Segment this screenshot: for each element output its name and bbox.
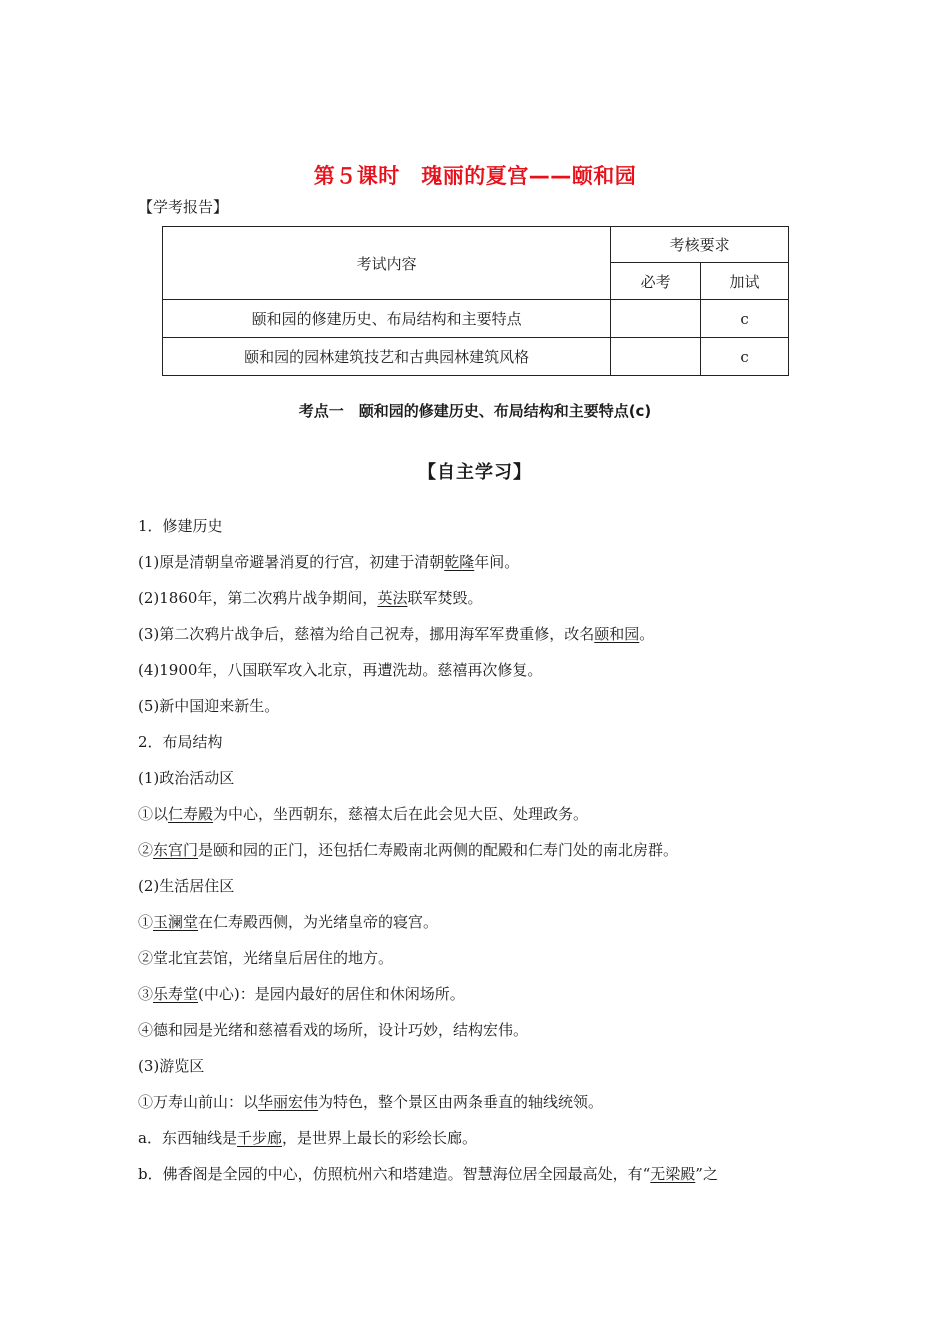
lesson-title: 第５课时 瑰丽的夏宫——颐和园 <box>313 164 637 188</box>
answer-blank: 东宫门 <box>153 841 199 859</box>
text-line: a．东西轴线是千步廊，是世界上最长的彩绘长廊。 <box>138 1129 477 1147</box>
answer-blank: 无梁殿 <box>650 1165 696 1183</box>
answer-blank: 乾隆 <box>444 553 475 571</box>
header-required: 必考 <box>611 263 701 300</box>
section-heading: 【自主学习】 <box>418 462 532 483</box>
text-line: (5)新中国迎来新生。 <box>138 697 280 715</box>
text-line: (3)游览区 <box>138 1057 205 1075</box>
text-line: ④德和园是光绪和慈禧看戏的场所，设计巧妙，结构宏伟。 <box>138 1021 529 1039</box>
text-line: (2)1860年，第二次鸦片战争期间，英法联军焚毁。 <box>138 589 483 607</box>
text-line: ①以仁寿殿为中心，坐西朝东，慈禧太后在此会见大臣、处理政务。 <box>138 805 589 823</box>
text-line: 2．布局结构 <box>138 733 223 751</box>
text-line: (4)1900年，八国联军攻入北京，再遭洗劫。慈禧再次修复。 <box>138 661 543 679</box>
answer-blank: 乐寿堂 <box>153 985 199 1003</box>
answer-blank: 英法 <box>377 589 408 607</box>
report-label: 【学考报告】 <box>138 198 229 216</box>
text-line: (2)生活居住区 <box>138 877 235 895</box>
header-requirement: 考核要求 <box>611 227 789 263</box>
text-line: (1)政治活动区 <box>138 769 235 787</box>
text-line: ①玉澜堂在仁寿殿西侧，为光绪皇帝的寝宫。 <box>138 913 439 931</box>
kaodian-heading: 考点一 颐和园的修建历史、布局结构和主要特点(c) <box>298 402 652 420</box>
header-content: 考试内容 <box>163 227 611 300</box>
answer-blank: 玉澜堂 <box>153 913 199 931</box>
text-line: (1)原是清朝皇帝避暑消夏的行宫，初建于清朝乾隆年间。 <box>138 553 520 571</box>
answer-blank: 仁寿殿 <box>168 805 214 823</box>
table-row: 颐和园的园林建筑技艺和古典园林建筑风格 c <box>163 338 789 376</box>
text-line: ②堂北宜芸馆，光绪皇后居住的地方。 <box>138 949 394 967</box>
text-line: 1．修建历史 <box>138 517 223 535</box>
answer-blank: 千步廊 <box>236 1129 282 1147</box>
text-line: (3)第二次鸦片战争后，慈禧为给自己祝寿，挪用海军军费重修，改名颐和园。 <box>138 625 655 643</box>
answer-blank: 颐和园 <box>594 625 640 643</box>
requirement-table <box>162 226 789 376</box>
text-line: ②东宫门是颐和园的正门，还包括仁寿殿南北两侧的配殿和仁寿门处的南北房群。 <box>138 841 679 859</box>
text-line: ①万寿山前山：以华丽宏伟为特色，整个景区由两条垂直的轴线统领。 <box>138 1093 604 1111</box>
table-row: 颐和园的修建历史、布局结构和主要特点 c <box>163 300 789 338</box>
answer-blank: 华丽宏伟 <box>258 1093 319 1111</box>
header-extra: 加试 <box>701 263 789 300</box>
body-text <box>138 514 818 1198</box>
text-line: ③乐寿堂(中心)：是园内最好的居住和休闲场所。 <box>138 985 465 1003</box>
text-line: b．佛香阁是全园的中心，仿照杭州六和塔建造。智慧海位居全园最高处，有“无梁殿”之 <box>138 1165 718 1183</box>
